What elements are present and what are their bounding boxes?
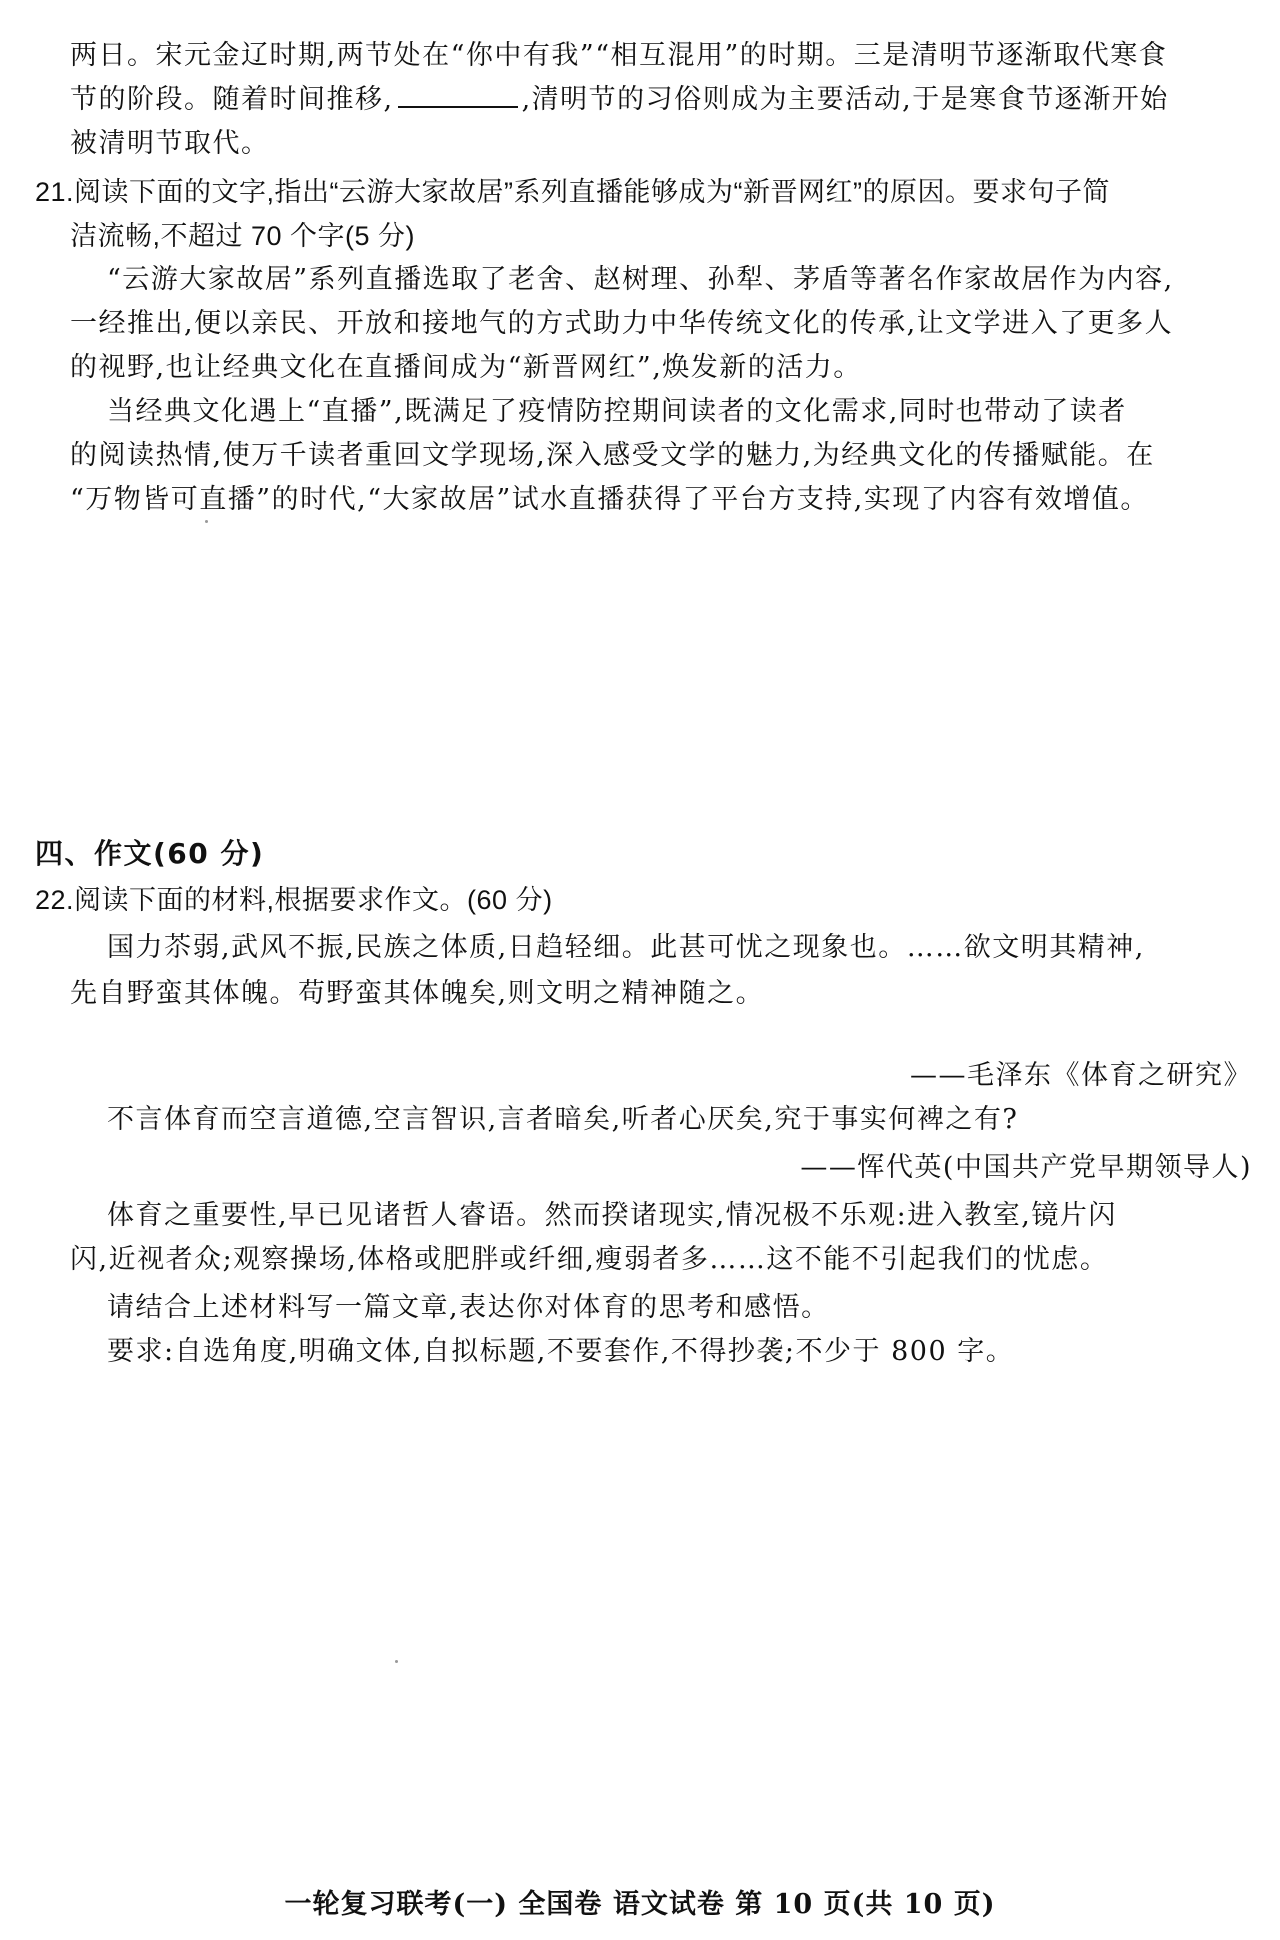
question-21-prompt-line-2: 洁流畅,不超过 70 个字(5 分) <box>70 221 416 251</box>
question-21-number: 21. <box>35 177 75 207</box>
prev-passage-line-2-after: ,清明节的习俗则成为主要活动,于是寒食节逐渐开始 <box>521 84 1169 115</box>
q22-quote2: 不言体育而空言道德,空言智识,言者暗矣,听者心厌矣,究于事实何裨之有? <box>107 1104 1019 1135</box>
q22-quote1-line-2: 先自野蛮其体魄。苟野蛮其体魄矣,则文明之精神随之。 <box>70 978 765 1009</box>
q21-para2-line-1: 当经典文化遇上“直播”,既满足了疫情防控期间读者的文化需求,同时也带动了读者 <box>107 396 1127 427</box>
q22-quote2-source: ——恽代英(中国共产党早期领导人) <box>800 1152 1252 1183</box>
scan-speck <box>205 520 208 523</box>
q22-para3-line-2: 闪,近视者众;观察操场,体格或肥胖或纤细,瘦弱者多……这不能不引起我们的忧虑。 <box>70 1244 1109 1275</box>
q21-para1-line-1: “云游大家故居”系列直播选取了老舍、赵树理、孙犁、茅盾等著名作家故居作为内容, <box>107 264 1174 295</box>
q22-quote1-source: ——毛泽东《体育之研究》 <box>910 1060 1252 1091</box>
q21-para2-line-2: 的阅读热情,使万千读者重回文学现场,深入感受文学的魅力,为经典文化的传播赋能。在 <box>70 440 1155 471</box>
q21-para2-line-3: “万物皆可直播”的时代,“大家故居”试水直播获得了平台方支持,实现了内容有效增值。 <box>70 484 1149 515</box>
prev-passage-line-2-before: 节的阶段。随着时间推移, <box>70 84 394 115</box>
scan-speck <box>395 1660 398 1663</box>
question-21-prompt-line-1 <box>35 174 1110 210</box>
question-21-prompt-text: 阅读下面的文字,指出“云游大家故居”系列直播能够成为“新晋网红”的原因。要求句子简 <box>74 177 1111 207</box>
fill-in-blank <box>398 82 518 108</box>
q22-para3-line-1: 体育之重要性,早已见诸哲人睿语。然而揆诸现实,情况极不乐观:进入教室,镜片闪 <box>107 1200 1117 1231</box>
prev-passage-line-2 <box>70 82 1169 118</box>
question-22-prompt-text: 阅读下面的材料,根据要求作文。(60 分) <box>74 885 553 915</box>
q21-para1-line-2: 一经推出,便以亲民、开放和接地气的方式助力中华传统文化的传承,让文学进入了更多人 <box>70 308 1174 339</box>
prev-passage-line-3: 被清明节取代。 <box>70 128 270 159</box>
section-4-heading: 四、作文(60 分) <box>35 837 265 870</box>
q22-task: 请结合上述材料写一篇文章,表达你对体育的思考和感悟。 <box>107 1292 830 1323</box>
question-22-prompt <box>35 882 553 918</box>
prev-passage-line-1: 两日。宋元金辽时期,两节处在“你中有我”“相互混用”的时期。三是清明节逐渐取代寒食 <box>70 40 1168 71</box>
page-footer: 一轮复习联考(一) 全国卷 语文试卷 第 10 页(共 10 页) <box>284 1889 996 1920</box>
q22-quote1-line-1: 国力苶弱,武风不振,民族之体质,日趋轻细。此甚可忧之现象也。……欲文明其精神, <box>107 932 1145 963</box>
q21-para1-line-3: 的视野,也让经典文化在直播间成为“新晋网红”,焕发新的活力。 <box>70 352 862 383</box>
q22-requirements: 要求:自选角度,明确文体,自拟标题,不要套作,不得抄袭;不少于 800 字。 <box>107 1336 1015 1367</box>
question-22-number: 22. <box>35 885 75 915</box>
